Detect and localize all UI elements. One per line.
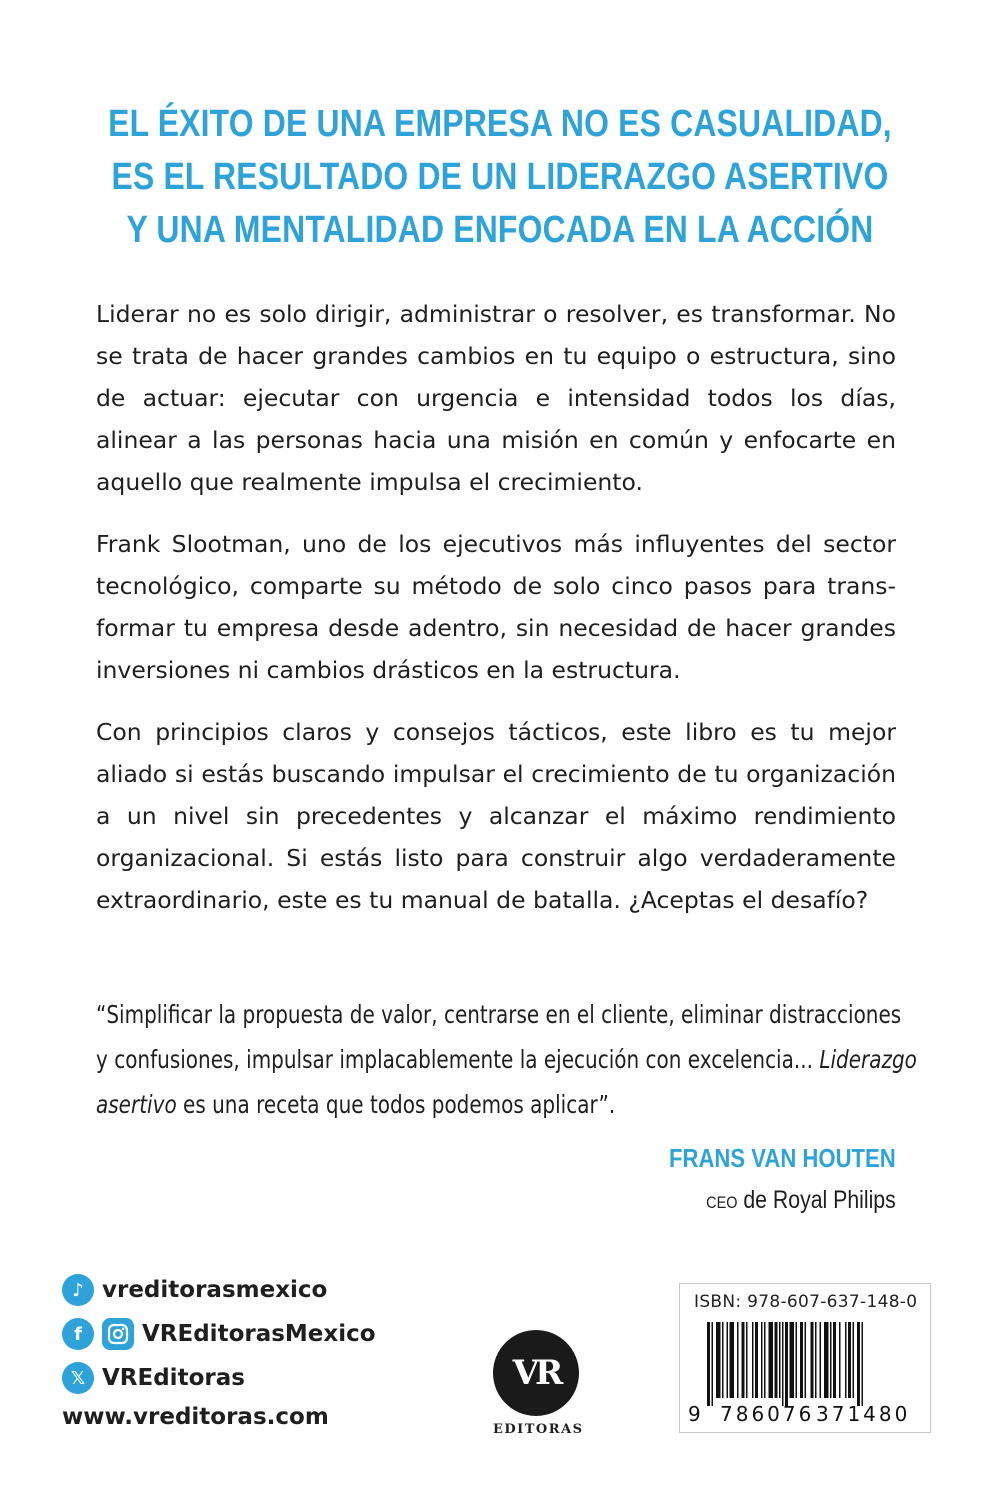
social-x[interactable] [62, 1356, 376, 1400]
social-tiktok[interactable] [62, 1268, 376, 1312]
headline-line: Y UNA MENTALIDAD ENFOCADA EN LA ACCIÓN [126, 209, 874, 251]
barcode-bar [811, 1322, 814, 1398]
synopsis-paragraph: Frank Slootman, uno de los ejecutivos más influyentes del sector tecnológico, comparte su método de solo cinco pasos para transformar tu empresa desde adentro, sin necesidad de hacer grandes inversiones ni cambios drásticos en la estructura. [96, 530, 896, 684]
barcode-bar [824, 1322, 829, 1398]
quote-line [96, 992, 902, 1037]
attribution-name: FRANS VAN HOUTEN [669, 1143, 896, 1173]
barcode-digit-first: 9 [688, 1402, 701, 1426]
barcode-bar [785, 1322, 788, 1406]
barcode-bar [815, 1322, 817, 1398]
quote-text: es una receta que todos podemos aplicar”. [176, 1090, 616, 1119]
social-facebook-instagram[interactable] [62, 1312, 376, 1356]
x-icon: 𝕏 [62, 1362, 94, 1394]
barcode-bar [730, 1322, 735, 1398]
barcode-bar [805, 1322, 807, 1398]
isbn-barcode [679, 1283, 931, 1433]
social-links [62, 1268, 376, 1400]
book-title-italic: asertivo [96, 1090, 177, 1119]
barcode-bar [737, 1322, 739, 1398]
barcode-bar [716, 1322, 721, 1398]
quote-attribution [629, 1138, 896, 1225]
barcode-bar [764, 1322, 766, 1398]
quote-text: “Simplificar la propuesta de valor, centrarse en el cliente, eliminar distracciones [96, 1000, 902, 1029]
headline [0, 98, 1000, 257]
attribution-title [669, 1178, 896, 1225]
barcode-bar [712, 1322, 714, 1406]
barcode-bar [830, 1322, 832, 1398]
quote-line [96, 1082, 736, 1127]
instagram-icon [102, 1318, 134, 1350]
book-title-italic: Liderazgo [819, 1045, 917, 1074]
vr-logo-icon: VR [493, 1330, 579, 1416]
isbn-label: ISBN: 978-607-637-148-0 [694, 1292, 918, 1312]
website-link[interactable]: www.vreditoras.com [62, 1404, 329, 1430]
barcode-bar [722, 1322, 724, 1398]
barcode-bar [857, 1322, 860, 1406]
barcode-bar [707, 1322, 710, 1406]
barcode-bar [782, 1322, 784, 1406]
blurb-quote [96, 992, 917, 1127]
barcode-bar [746, 1322, 748, 1398]
barcode-bar [742, 1322, 745, 1398]
barcode-bars [707, 1322, 905, 1406]
barcode-bar [727, 1322, 729, 1398]
quote-text: y confusiones, impulsar implacablemente la ejecución con excelencia... [96, 1045, 820, 1074]
barcode-bar [862, 1322, 864, 1406]
attribution-title-prefix: CEO [706, 1193, 738, 1212]
publisher-name: EDITORAS [493, 1422, 584, 1437]
facebook-icon: f [62, 1318, 94, 1350]
barcode-bar [752, 1322, 754, 1398]
attribution-title-rest: de Royal Philips [737, 1186, 896, 1214]
barcode-bar [845, 1322, 847, 1398]
barcode-bar [848, 1322, 851, 1398]
tiktok-handle: vreditorasmexico [102, 1277, 328, 1303]
barcode-bar [820, 1322, 822, 1398]
barcode-bar [761, 1322, 763, 1398]
quote-line [96, 1037, 917, 1082]
synopsis-paragraph: Liderar no es solo dirigir, administrar o resolver, es transformar. No se trata de hacer grandes cambios en tu equipo o estructura, sino de actuar: ejecutar con urgencia e intensidad todos los días, alinear a las personas hacia una misión en común y enfocarte en aquello que realmente impulsa el crecimiento. [96, 300, 896, 496]
barcode-bar [853, 1322, 855, 1398]
synopsis-paragraph: Con principios claros y consejos tácticos, este libro es tu mejor aliado si estás buscando impulsar el crecimiento de tu organización a un nivel sin precedentes y alcanzar el máximo rendimiento organizacional. Si estás listo para construir algo verdaderamente extraordinario, este es tu manual de batalla. ¿Aceptas el desafío? [96, 718, 896, 914]
barcode-bar [775, 1322, 778, 1398]
barcode-bar [833, 1322, 836, 1398]
headline-line: ES EL RESULTADO DE UN LIDERAZGO ASERTIVO [111, 156, 889, 198]
publisher-logo [493, 1330, 584, 1437]
tiktok-icon: ♪ [62, 1274, 94, 1306]
barcode-bar [800, 1322, 803, 1398]
barcode-bar [779, 1322, 781, 1398]
synopsis [96, 293, 896, 941]
x-handle: VREditoras [102, 1365, 245, 1391]
headline-line: EL ÉXITO DE UNA EMPRESA NO ES CASUALIDAD, [108, 103, 892, 145]
barcode-bar [769, 1322, 774, 1398]
barcode-digits-left: 786076 [720, 1402, 815, 1426]
barcode-bar [796, 1322, 798, 1398]
barcode-bar [755, 1322, 758, 1398]
barcode-digits-right: 371480 [816, 1402, 911, 1426]
facebook-instagram-handle: VREditorasMexico [142, 1321, 376, 1347]
barcode-bar [790, 1322, 795, 1398]
barcode-bar [839, 1322, 841, 1398]
